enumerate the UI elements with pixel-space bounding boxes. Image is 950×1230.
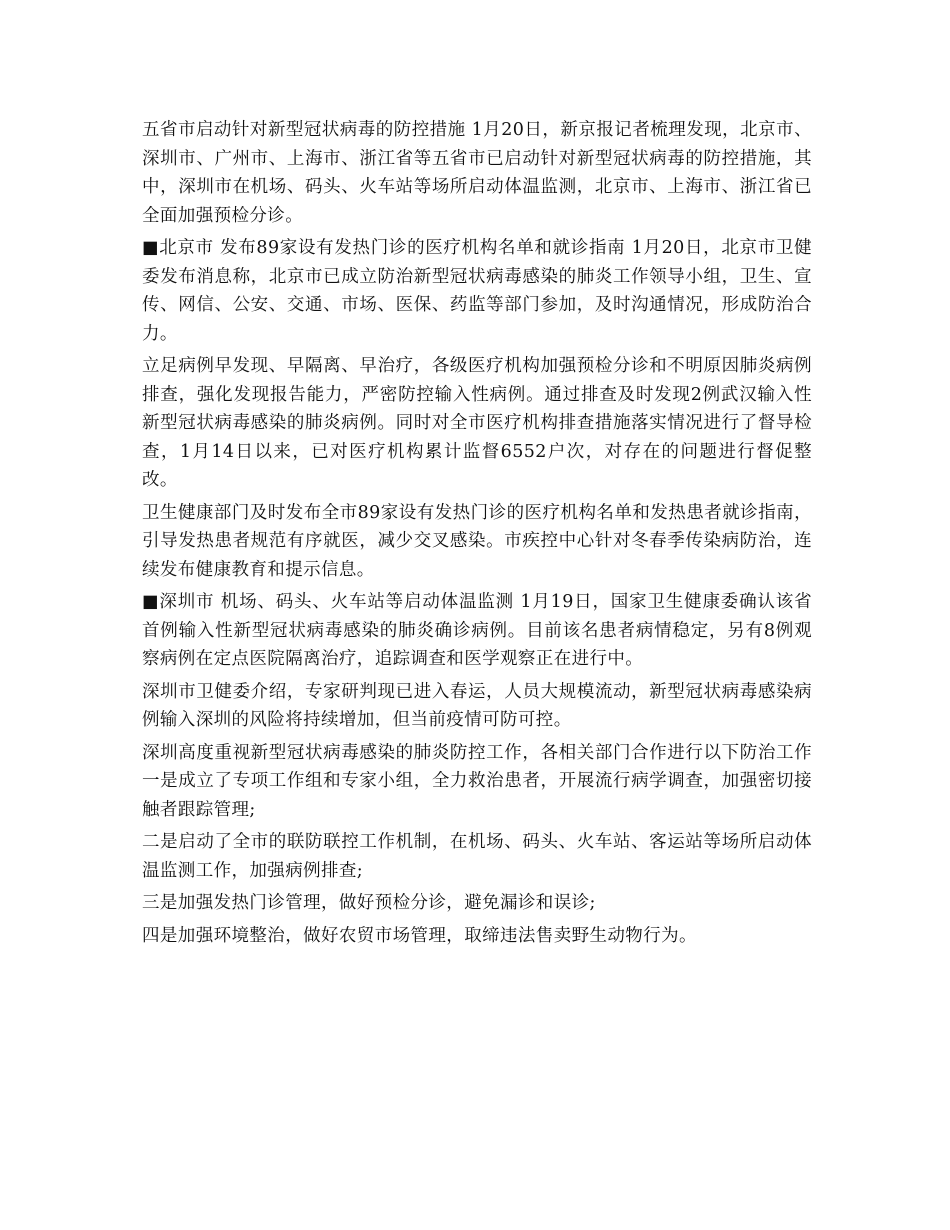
paragraph-5-shenzhen: ■深圳市 机场、码头、火车站等启动体温监测 1月19日，国家卫生健康委确认该省首例输入性新型冠状病毒感染的肺炎确诊病例。目前该名患者病情稳定，另有8例观察病例在定点医院隔离治疗，追踪调查和医学观察正在进行中。 bbox=[142, 592, 812, 669]
paragraph-1: 五省市启动针对新型冠状病毒的防控措施 1月20日，新京报记者梳理发现，北京市、深圳市、广州市、上海市、浙江省等五省市已启动针对新型冠状病毒的防控措施，其中，深圳市在机场、码头、火车站等场所启动体温监测，北京市、上海市、浙江省已全面加强预检分诊。 bbox=[142, 120, 812, 226]
paragraph-10: 四是加强环境整治，做好农贸市场管理，取缔违法售卖野生动物行为。 bbox=[142, 925, 697, 946]
paragraph-2-beijing: ■北京市 发布89家设有发热门诊的医疗机构名单和就诊指南 1月20日，北京市卫健委发布消息称，北京市已成立防治新型冠状病毒感染的肺炎工作领导小组，卫生、宣传、网信、公安、交通、市场、医保、药监等部门参加，及时沟通情况，形成防治合力。 bbox=[142, 238, 812, 344]
document-body bbox=[142, 116, 812, 954]
paragraph-9: 三是加强发热门诊管理，做好预检分诊，避免漏诊和误诊; bbox=[142, 893, 596, 913]
paragraph-6: 深圳市卫健委介绍，专家研判现已进入春运，人员大规模流动，新型冠状病毒感染病例输入深圳的风险将持续增加，但当前疫情可防可控。 bbox=[142, 681, 812, 730]
paragraph-4: 卫生健康部门及时发布全市89家设有发热门诊的医疗机构名单和发热患者就诊指南，引导发热患者规范有序就医，减少交叉感染。市疾控中心针对冬春季传染病防治，连续发布健康教育和提示信息。 bbox=[142, 502, 812, 580]
paragraph-3: 立足病例早发现、早隔离、早治疗，各级医疗机构加强预检分诊和不明原因肺炎病例排查，强化发现报告能力，严密防控输入性病例。通过排查及时发现2例武汉输入性新型冠状病毒感染的肺炎病例。同时对全市医疗机构排查措施落实情况进行了督导检查，1月14日以来，已对医疗机构累计监督6552户次，对存在的问题进行督促整改。 bbox=[142, 356, 812, 490]
paragraph-8: 二是启动了全市的联防联控工作机制，在机场、码头、火车站、客运站等场所启动体温监测工作，加强病例排查; bbox=[142, 832, 812, 881]
paragraph-7: 深圳高度重视新型冠状病毒感染的肺炎防控工作，各相关部门合作进行以下防治工作一是成立了专项工作组和专家小组，全力救治患者，开展流行病学调查，加强密切接触者跟踪管理; bbox=[142, 742, 812, 820]
